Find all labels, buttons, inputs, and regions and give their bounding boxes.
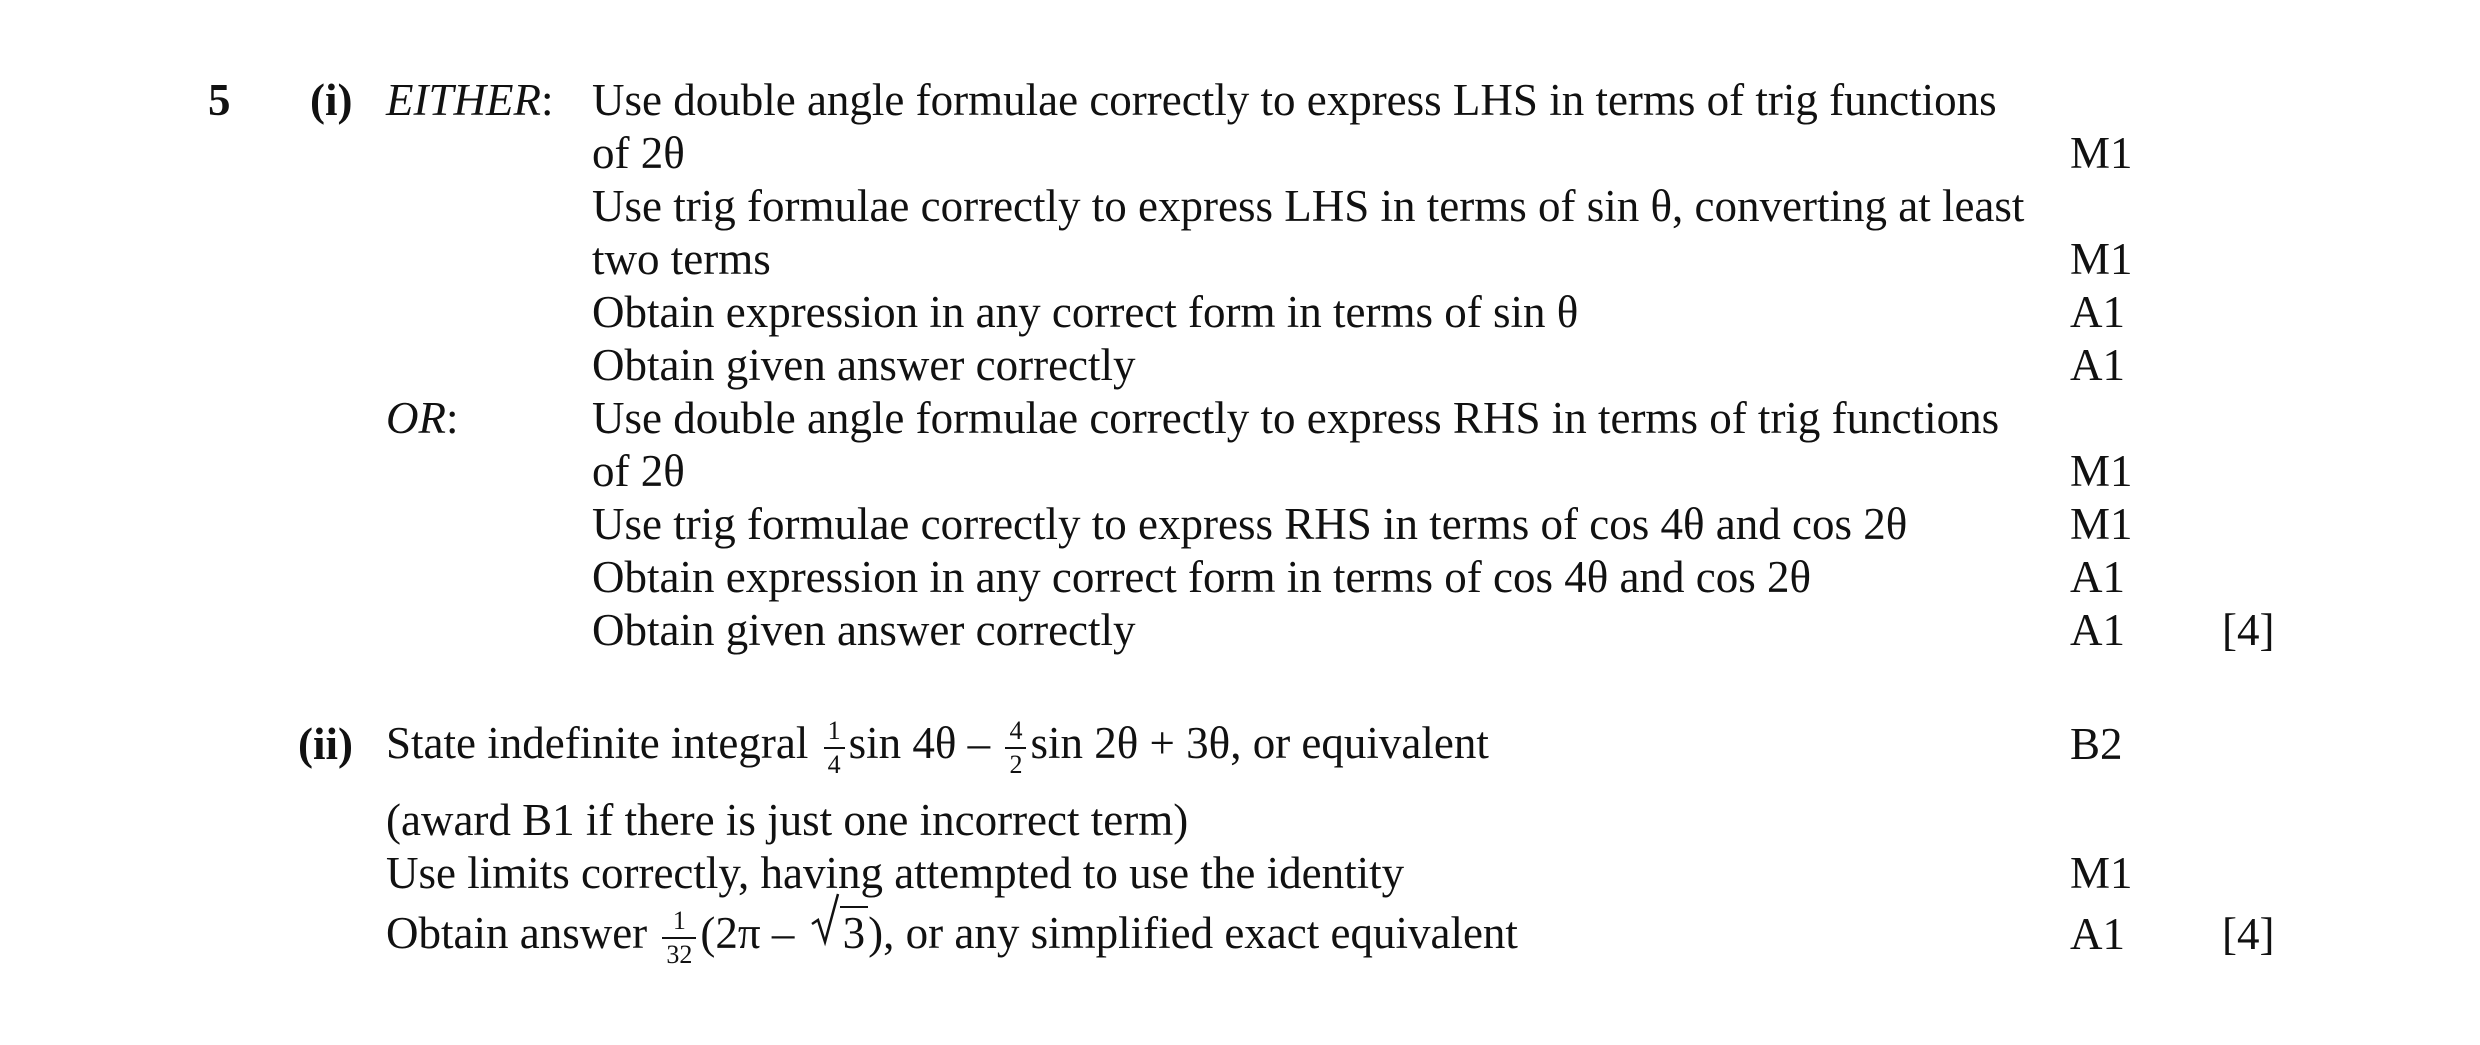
either-step-4-line-1: Obtain given answer correctly xyxy=(592,340,1136,390)
or-step-2-line-1: Use trig formulae correctly to express RHS in terms of cos 4θ and cos 2θ xyxy=(592,499,1908,549)
square-root: 3 xyxy=(810,894,869,972)
question-number: 5 xyxy=(208,75,231,125)
limits-line: Use limits correctly, having attempted to use the identity xyxy=(386,848,1405,898)
radical-sign-icon xyxy=(810,888,840,948)
or-step-4-line-1: Obtain given answer correctly xyxy=(592,605,1136,655)
integral-line xyxy=(386,704,1489,782)
answer-paren-open: (2π – xyxy=(700,908,795,958)
or-step-4-mark: A1 xyxy=(2070,605,2125,655)
award-note: (award B1 if there is just one incorrect term) xyxy=(386,795,1189,845)
answer-suffix: ), or any simplified exact equivalent xyxy=(868,908,1518,958)
or-step-3-mark: A1 xyxy=(2070,552,2125,602)
answer-mark: A1 xyxy=(2070,909,2125,959)
either-step-2-mark: M1 xyxy=(2070,234,2133,284)
fraction-four-halves: $\frac{4}{2}$ xyxy=(1005,716,1026,780)
or-step-1-mark: M1 xyxy=(2070,446,2133,496)
either-step-1-line-1: Use double angle formulae correctly to express LHS in terms of trig functions xyxy=(592,75,1997,125)
integral-sin4-term: sin 4θ – xyxy=(848,718,991,768)
answer-prefix: Obtain answer xyxy=(386,908,648,958)
either-step-2-line-2: two terms xyxy=(592,234,771,284)
fraction-one-thirty-second: $\frac{1}{32}$ xyxy=(662,906,696,970)
either-step-2-line-1: Use trig formulae correctly to express LHS in terms of sin θ, converting at least xyxy=(592,181,2025,231)
part-ii-label: (ii) xyxy=(298,719,353,769)
integral-suffix: sin 2θ + 3θ, or equivalent xyxy=(1030,718,1489,768)
either-step-3-mark: A1 xyxy=(2070,287,2125,337)
or-label: OR: xyxy=(386,393,459,443)
integral-mark: B2 xyxy=(2070,719,2123,769)
or-step-1-line-2: of 2θ xyxy=(592,446,685,496)
fraction-one-quarter: $\frac{1}{4}$ xyxy=(824,716,845,780)
part-ii-total: [4] xyxy=(2222,909,2275,959)
either-step-3-line-1: Obtain expression in any correct form in terms of sin θ xyxy=(592,287,1579,337)
either-step-1-line-2: of 2θ xyxy=(592,128,685,178)
limits-mark: M1 xyxy=(2070,848,2133,898)
integral-prefix: State indefinite integral xyxy=(386,718,809,768)
or-step-2-mark: M1 xyxy=(2070,499,2133,549)
either-label: EITHER: xyxy=(386,75,554,125)
part-i-label: (i) xyxy=(310,75,353,125)
answer-line xyxy=(386,894,1518,972)
either-step-1-mark: M1 xyxy=(2070,128,2133,178)
or-step-3-line-1: Obtain expression in any correct form in terms of cos 4θ and cos 2θ xyxy=(592,552,1812,602)
part-i-total: [4] xyxy=(2222,605,2275,655)
either-step-4-mark: A1 xyxy=(2070,340,2125,390)
or-step-1-line-1: Use double angle formulae correctly to express RHS in terms of trig functions xyxy=(592,393,2000,443)
